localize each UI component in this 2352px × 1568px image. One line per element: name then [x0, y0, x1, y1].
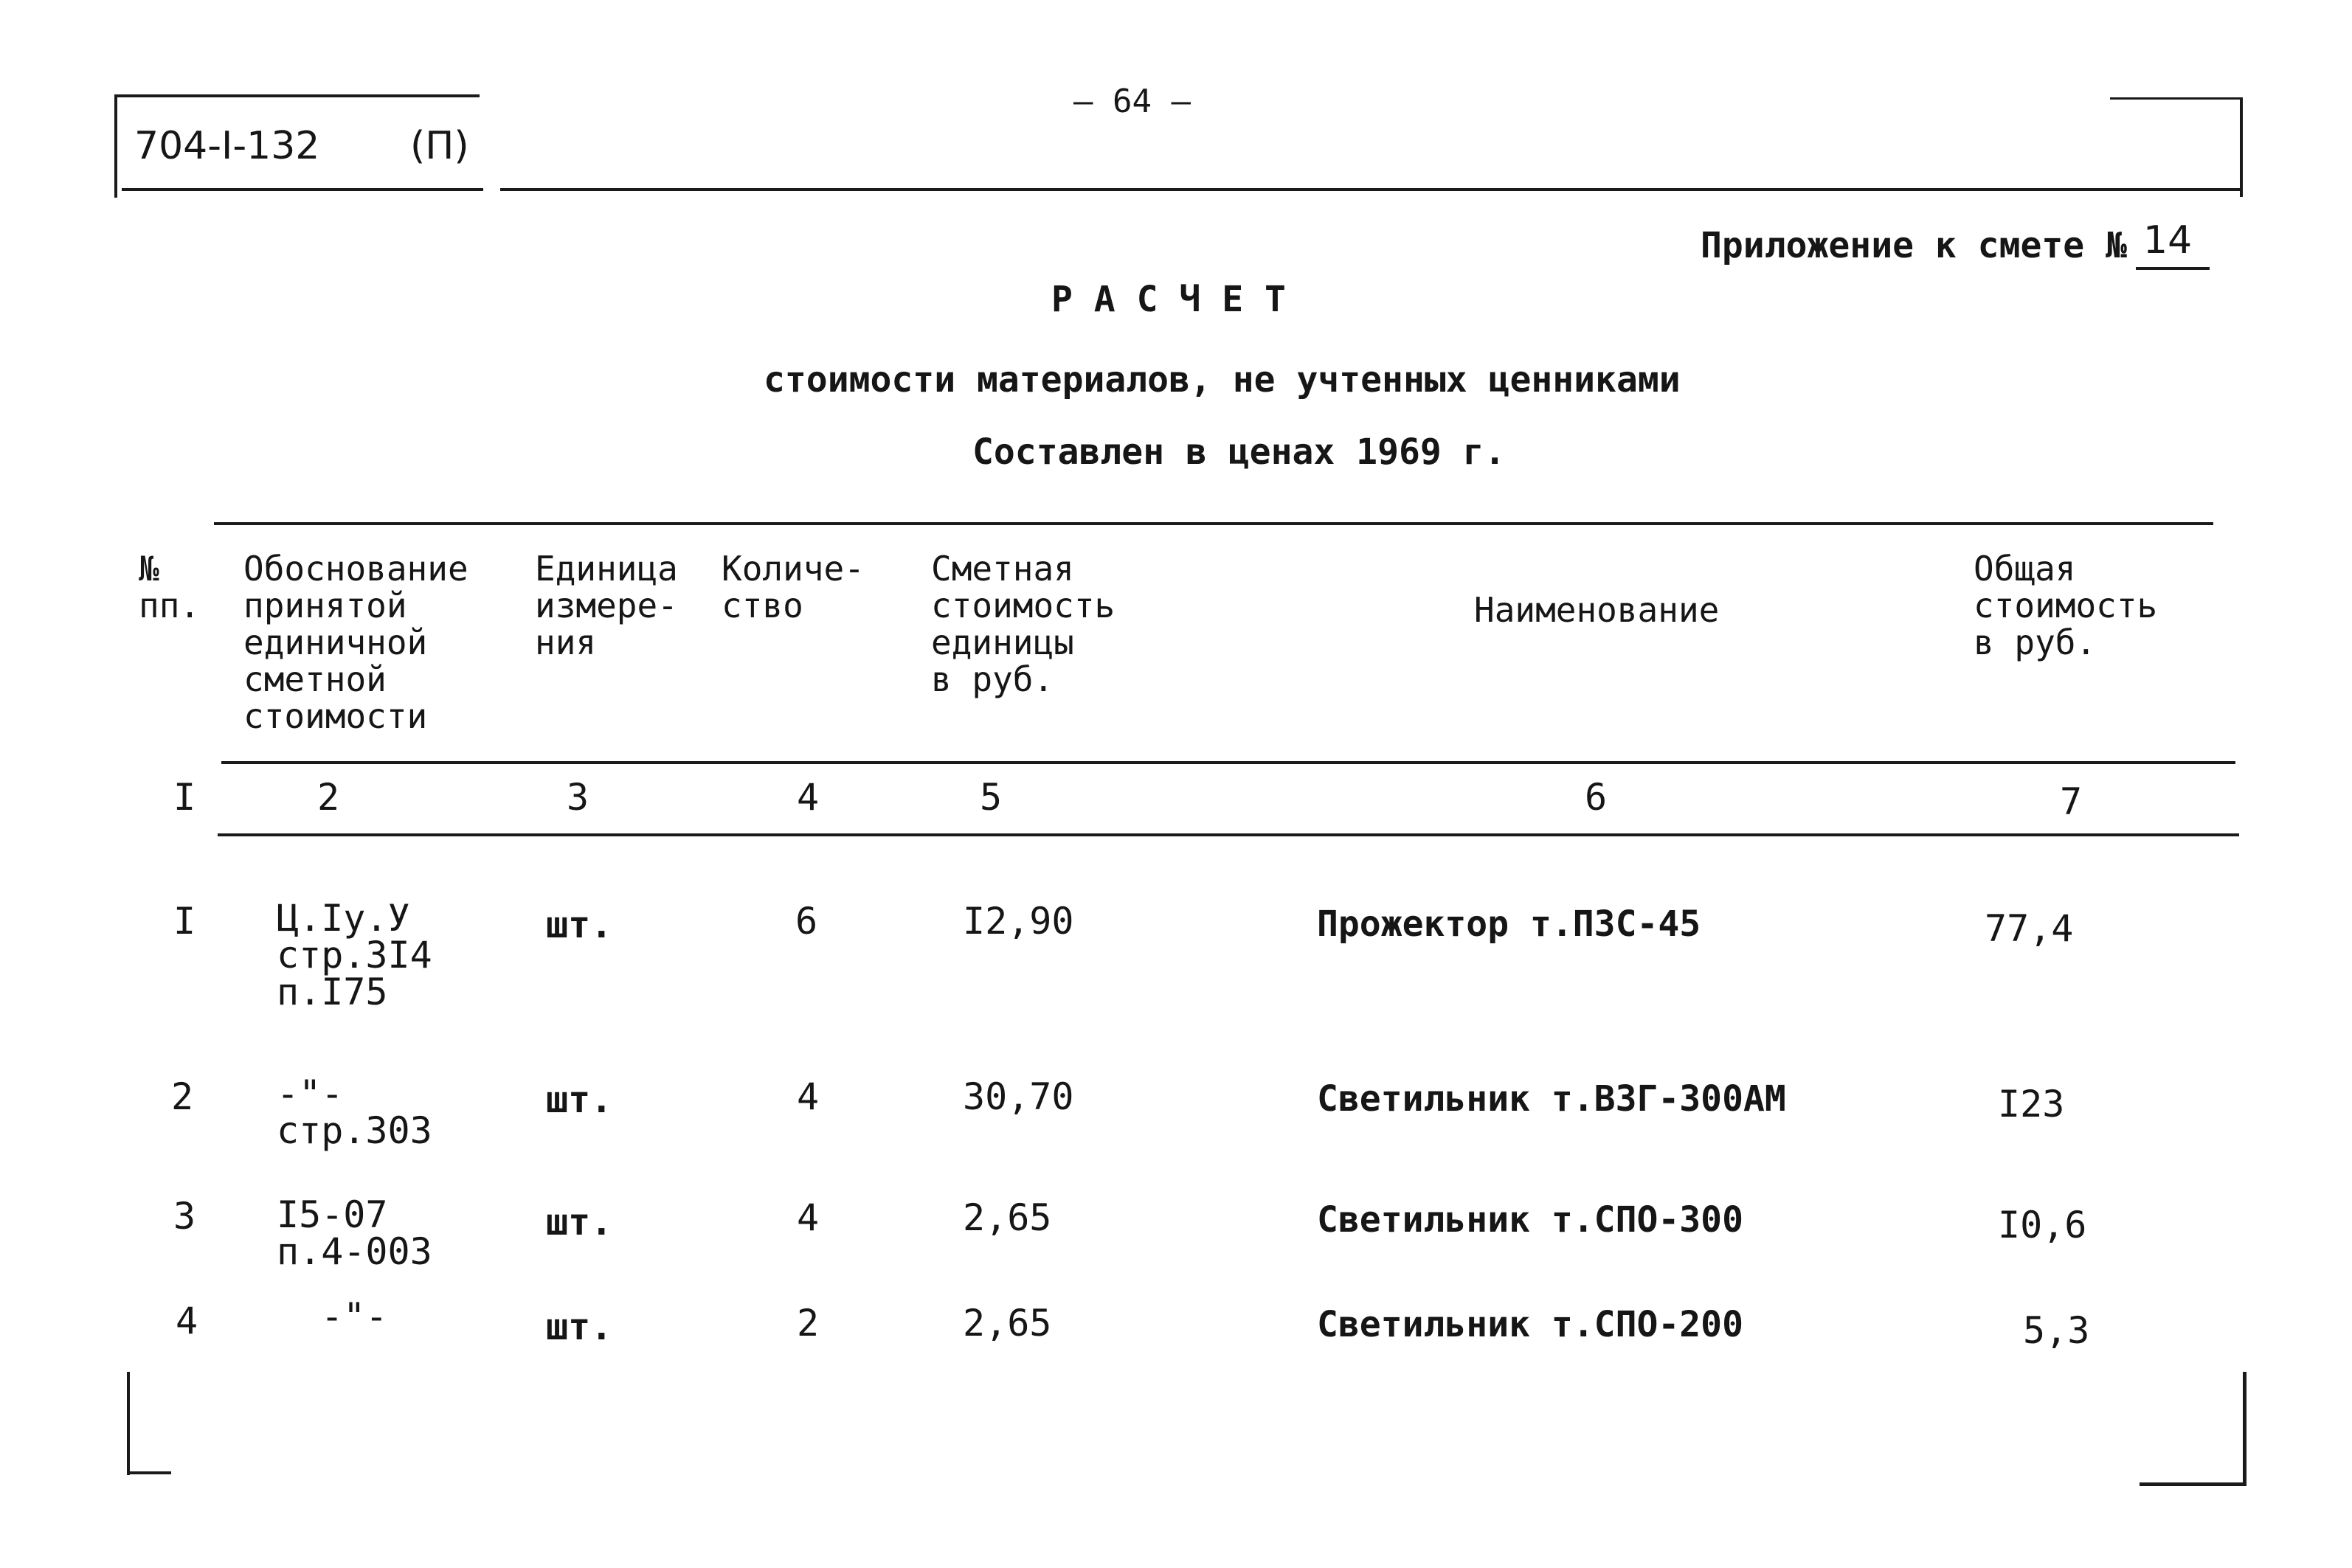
- row-quantity: 6: [795, 900, 818, 943]
- row-unit-cost: 2,65: [963, 1196, 1052, 1239]
- row-basis: Ц.Iу.У стр.3I4 п.I75: [277, 897, 432, 1013]
- row-number: 3: [173, 1195, 196, 1238]
- page-number: — 64 —: [1073, 83, 1191, 120]
- frame-header-rule: [500, 188, 2241, 191]
- row-unit: шт.: [546, 1078, 613, 1121]
- column-number-5: 5: [980, 776, 1003, 819]
- column-header-name: Наименование: [1474, 590, 1720, 630]
- column-number-6: 6: [1585, 776, 1608, 819]
- column-header-total: Общая стоимость в руб.: [1974, 549, 2158, 662]
- column-number-3: 3: [567, 776, 589, 819]
- row-item-name: Светильник т.ВЗГ-300АМ: [1317, 1078, 1786, 1120]
- column-header-unit-cost: Сметная стоимость единицы в руб.: [931, 549, 1116, 699]
- row-item-name: Прожектор т.ПЗС-45: [1317, 903, 1701, 945]
- row-total: I0,6: [1998, 1204, 2087, 1246]
- row-item-name: Светильник т.СПО-300: [1317, 1199, 1743, 1241]
- column-number-2: 2: [317, 776, 340, 819]
- column-number-7: 7: [2060, 780, 2083, 823]
- document-subtitle: стоимости материалов, не учтенных ценниками: [764, 359, 1681, 400]
- prices-note: Составлен в ценах 1969 г.: [972, 431, 1506, 473]
- frame-stamp-bottom: [122, 188, 483, 191]
- document-title: Р А С Ч Е Т: [1051, 279, 1286, 320]
- frame-top-right: [2110, 97, 2243, 100]
- row-basis: -"-: [321, 1295, 388, 1338]
- frame-right-bottom: [2243, 1372, 2246, 1486]
- row-unit-cost: 30,70: [963, 1075, 1074, 1118]
- column-number-1: I: [173, 776, 196, 819]
- column-header-basis: Обоснование принятой единичной сметной стоимости: [243, 549, 468, 736]
- row-quantity: 4: [797, 1075, 820, 1118]
- row-unit-cost: I2,90: [963, 900, 1074, 943]
- row-unit: шт.: [546, 903, 613, 946]
- row-item-name: Светильник т.СПО-200: [1317, 1304, 1743, 1345]
- column-header-number: № пп.: [139, 549, 201, 625]
- frame-left-top: [114, 94, 117, 198]
- row-basis: -"- стр.303: [277, 1072, 432, 1152]
- row-quantity: 2: [797, 1302, 820, 1345]
- frame-bottom-left: [127, 1471, 171, 1474]
- table-top-rule: [214, 522, 2213, 525]
- document-code: 704-I-132: [134, 124, 320, 168]
- appendix-number: 14: [2143, 218, 2193, 263]
- frame-right-top: [2240, 97, 2243, 197]
- frame-top-left: [114, 94, 480, 97]
- frame-left-bottom: [127, 1372, 130, 1475]
- row-unit: шт.: [546, 1201, 613, 1243]
- appendix-label: Приложение к смете №: [1701, 225, 2127, 266]
- appendix-underline: [2136, 267, 2210, 270]
- column-number-4: 4: [797, 776, 820, 819]
- row-number: 2: [171, 1075, 194, 1118]
- row-basis: I5-07 п.4-003: [277, 1193, 432, 1273]
- table-header-rule: [221, 761, 2235, 764]
- frame-bottom-right: [2140, 1482, 2246, 1486]
- table-number-rule: [218, 833, 2239, 836]
- row-quantity: 4: [797, 1196, 820, 1239]
- column-header-unit: Единица измере- ния: [535, 549, 678, 662]
- row-number: I: [173, 900, 196, 943]
- row-total: 5,3: [2023, 1309, 2090, 1352]
- row-unit: шт.: [546, 1305, 613, 1348]
- row-total: 77,4: [1985, 907, 2074, 950]
- row-unit-cost: 2,65: [963, 1302, 1052, 1345]
- row-total: I23: [1998, 1083, 2065, 1125]
- document-variant: (П): [410, 124, 469, 168]
- row-number: 4: [176, 1300, 198, 1342]
- column-header-quantity: Количе- ство: [722, 549, 865, 625]
